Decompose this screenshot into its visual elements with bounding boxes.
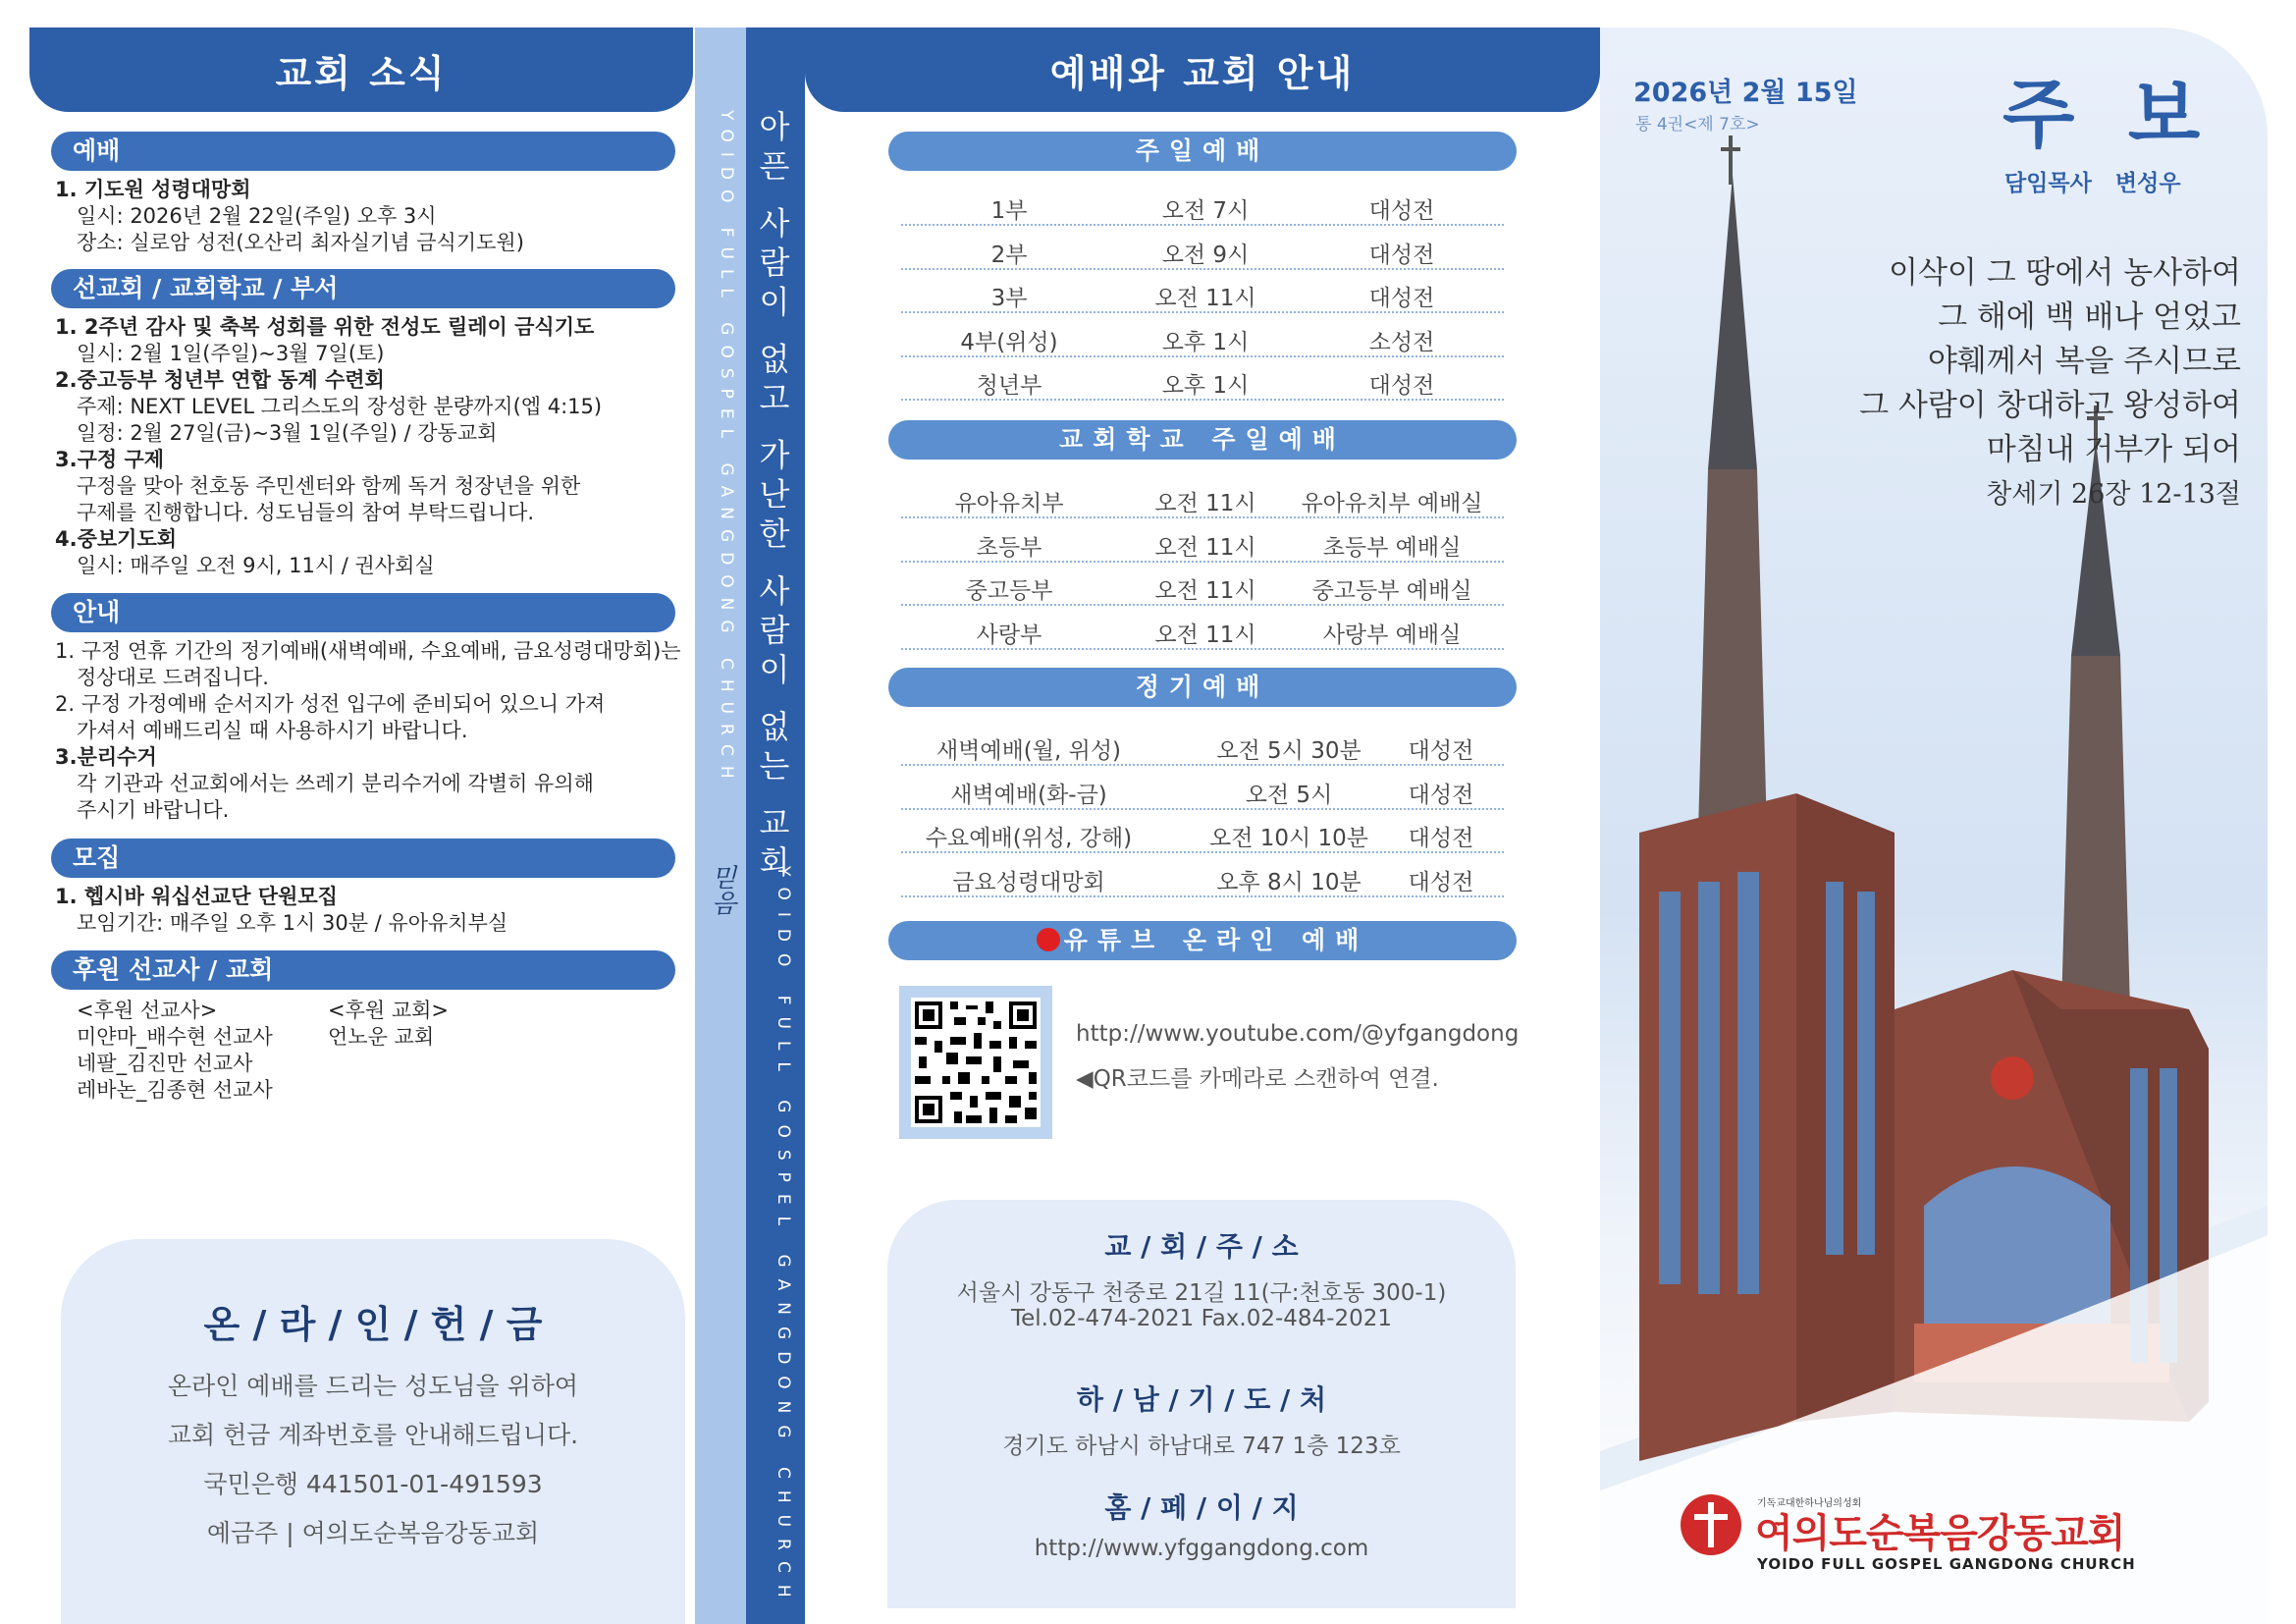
schedule-row [901, 854, 1504, 897]
schedule-cell: 1부 [990, 198, 1028, 224]
schedule-row [901, 767, 1504, 810]
schedule-row [901, 183, 1504, 226]
section-head-support: 후원 선교사 / 교회 [51, 950, 675, 990]
schedule-cell: 새벽예배(월, 위성) [935, 738, 1122, 764]
schedule-cell: 초등부 [976, 534, 1042, 561]
schedule-row [901, 563, 1504, 606]
offering-line1: 온라인 예배를 드리는 성도님을 위하여 [167, 1372, 579, 1400]
schedule-row [901, 314, 1504, 357]
section-head-recruit: 모집 [51, 839, 675, 878]
spine-sign: 믿음 [707, 864, 736, 915]
left-header: 교회 소식 [29, 27, 693, 112]
schedule-cell: 오전 9시 [1161, 242, 1250, 268]
youtube-icon [1037, 928, 1060, 951]
qr-note: ◀QR코드를 카메라로 스캔하여 연결. [1076, 1066, 1439, 1092]
support-col2: <후원 교회> 언노운 교회 [328, 999, 450, 1049]
spine-english-2: YOIDO FULL GOSPEL GANGDONG CHURCH [774, 866, 793, 1609]
support-col1: <후원 선교사> 미얀마_배수현 선교사 네팔_김진만 선교사 레바논_김종현 선교사 [77, 999, 273, 1102]
youtube-title: 유튜브 온라인 예배 [888, 921, 1517, 960]
schedule-cell: 초등부 예배실 [1322, 534, 1462, 561]
schedule-cell: 오전 10시 10분 [1208, 826, 1369, 851]
schedule-cell: 사랑부 예배실 [1322, 622, 1462, 648]
schedule-cell: 오전 11시 [1154, 491, 1256, 516]
hanam-address: 경기도 하남시 하남대로 747 1층 123호 [1002, 1434, 1401, 1459]
pastor-label: 담임목사 [2004, 171, 2092, 196]
homepage-link[interactable]: http://www.yfggangdong.com [1034, 1536, 1369, 1561]
schedule-cell: 오후 8시 10분 [1216, 869, 1362, 895]
schedule-row [901, 519, 1504, 563]
school-title: 교회학교 주일예배 [888, 420, 1517, 460]
schedule-cell: 대성전 [1368, 242, 1435, 268]
notice-text: 1. 구정 연휴 기간의 정기예배(새벽예배, 수요예배, 금요성령대망회)는 정상대로 드려집니다. 2. 구정 가정예배 순서지가 성전 입구에 준비되어 있으니 가져 가셔서 예배드리실 때 사용하시기 바랍니다. 3.분리수거 각 기관과 선교회에서는 쓰레기 분리수거에 각별히 유의해 주시기 바랍니다. [55, 639, 681, 822]
issue-date: 2026년 2월 15일 [1633, 78, 1858, 108]
spine-english-1: YOIDO FULL GOSPEL GANGDONG CHURCH [717, 110, 736, 788]
schedule-cell: 2부 [990, 242, 1028, 268]
offering-title: 온 / 라 / 인 / 헌 / 금 [203, 1303, 543, 1346]
schedule-cell: 오전 11시 [1154, 578, 1256, 604]
schedule-row [901, 607, 1504, 650]
schedule-cell: 유아유치부 예배실 [1301, 491, 1483, 516]
schedule-cell: 청년부 [976, 373, 1042, 399]
homepage-title: 홈 / 페 / 이 / 지 [1104, 1491, 1299, 1524]
bulletin-title: 주 보 [2002, 71, 2215, 158]
logo-small-text: 기독교대한하나님의성회 [1757, 1498, 1862, 1509]
pastor-name: 변성우 [2114, 171, 2181, 196]
schedule-cell: 금요성령대망회 [952, 869, 1105, 895]
mission-text: 1. 2주년 감사 및 축복 성회를 위한 전성도 릴레이 금식기도 일시: 2월 1일(주일)~3월 7일(토) 2.중고등부 청년부 연합 동계 수련회 주제: NEXT LEVEL 그리스도의 장성한 분량까지(엡 4:15) 일정: 2월 27일(금)~3월 1일(주일) / 강동교회 3.구정 구제 구정을 맞아 천호동 주민센터와 함께 독거 청장년을 위한 구제를 진행합니다. 성도님들의 참여 부탁드립니다. 4.중보기도회 일시: 매주일 오전 9시, 11시 / 권사회실 [55, 315, 603, 577]
schedule-cell: 4부(위성) [960, 329, 1058, 355]
schedule-cell: 오전 11시 [1154, 286, 1256, 311]
schedule-cell: 대성전 [1408, 738, 1474, 764]
tel-fax: Tel.02-474-2021 Fax.02-484-2021 [1010, 1306, 1393, 1331]
schedule-cell: 오전 11시 [1154, 534, 1256, 561]
schedule-cell: 유아유치부 [954, 491, 1064, 516]
qr-code[interactable] [899, 986, 1052, 1139]
pastor-line [2004, 165, 2181, 197]
schedule-cell: 오후 1시 [1161, 373, 1250, 399]
logo-english-name: YOIDO FULL GOSPEL GANGDONG CHURCH [1757, 1555, 2136, 1573]
schedule-cell: 대성전 [1408, 826, 1474, 851]
schedule-row [901, 227, 1504, 270]
schedule-row [901, 357, 1504, 401]
address: 서울시 강동구 천중로 21길 11(구:천호동 300-1) [956, 1280, 1447, 1306]
section-head-worship: 예배 [51, 132, 675, 171]
schedule-cell: 대성전 [1368, 286, 1435, 311]
schedule-row [901, 475, 1504, 518]
scripture-reference: 창세기 26장 12-13절 [1986, 479, 2241, 510]
church-logo [1681, 1494, 2191, 1579]
schedule-cell: 3부 [990, 286, 1028, 311]
youtube-link[interactable]: http://www.youtube.com/@yfgangdong [1076, 1021, 1520, 1047]
regular-title: 정기예배 [888, 668, 1517, 707]
schedule-cell: 대성전 [1368, 373, 1435, 399]
logo-korean-name: 여의도순복음강동교회 [1755, 1511, 2125, 1556]
church-logo-icon [1681, 1494, 1741, 1555]
offering-line2: 교회 헌금 계좌번호를 안내해드립니다. [167, 1421, 579, 1449]
offering-holder: 예금주 | 여의도순복음강동교회 [206, 1519, 540, 1547]
schedule-cell: 오전 7시 [1161, 198, 1250, 224]
schedule-cell: 오전 5시 30분 [1216, 738, 1362, 764]
schedule-row [901, 723, 1504, 766]
schedule-cell: 중고등부 예배실 [1311, 578, 1472, 604]
schedule-cell: 대성전 [1368, 198, 1435, 224]
schedule-cell: 오전 11시 [1154, 622, 1256, 648]
issue-volume: 통 4권<제 7호> [1635, 115, 1760, 135]
schedule-row [901, 810, 1504, 853]
spine-motto: 아픈 사람이 없고 가난한 사람이 없는 교회 [754, 110, 791, 886]
section-head-mission: 선교회 / 교회학교 / 부서 [51, 269, 675, 308]
scripture-verse: 이삭이 그 땅에서 농사하여 그 해에 백 배나 얻었고 야훼께서 복을 주시므로 그 사람이 창대하고 왕성하여 마침내 거부가 되어 창세기 26장 12-13절 [1859, 251, 2241, 516]
schedule-cell: 대성전 [1408, 782, 1474, 808]
sunday-title: 주일예배 [888, 132, 1517, 171]
schedule-cell: 오후 1시 [1161, 329, 1250, 355]
offering-account: 국민은행 441501-01-491593 [203, 1470, 543, 1498]
section-head-notice: 안내 [51, 593, 675, 632]
schedule-cell: 소성전 [1368, 329, 1435, 355]
schedule-row [901, 270, 1504, 313]
schedule-cell: 사랑부 [976, 622, 1042, 648]
schedule-cell: 중고등부 [965, 578, 1053, 604]
hanam-title: 하 / 남 / 기 / 도 / 처 [1076, 1383, 1327, 1416]
schedule-cell: 수요예배(위성, 강해) [925, 826, 1133, 851]
middle-header: 예배와 교회 안내 [805, 27, 1600, 112]
schedule-cell: 새벽예배(화-금) [950, 782, 1107, 808]
recruit-text: 1. 헵시바 워십선교단 단원모집 모임기간: 매주일 오후 1시 30분 / 유아유치부실 [55, 885, 508, 935]
address-title: 교 / 회 / 주 / 소 [1104, 1230, 1299, 1263]
schedule-cell: 대성전 [1408, 869, 1474, 895]
worship-text: 1. 기도원 성령대망회 일시: 2026년 2월 22일(주일) 오후 3시 장소: 실로암 성전(오산리 최자실기념 금식기도원) [55, 178, 524, 254]
schedule-cell: 오전 5시 [1245, 782, 1333, 808]
